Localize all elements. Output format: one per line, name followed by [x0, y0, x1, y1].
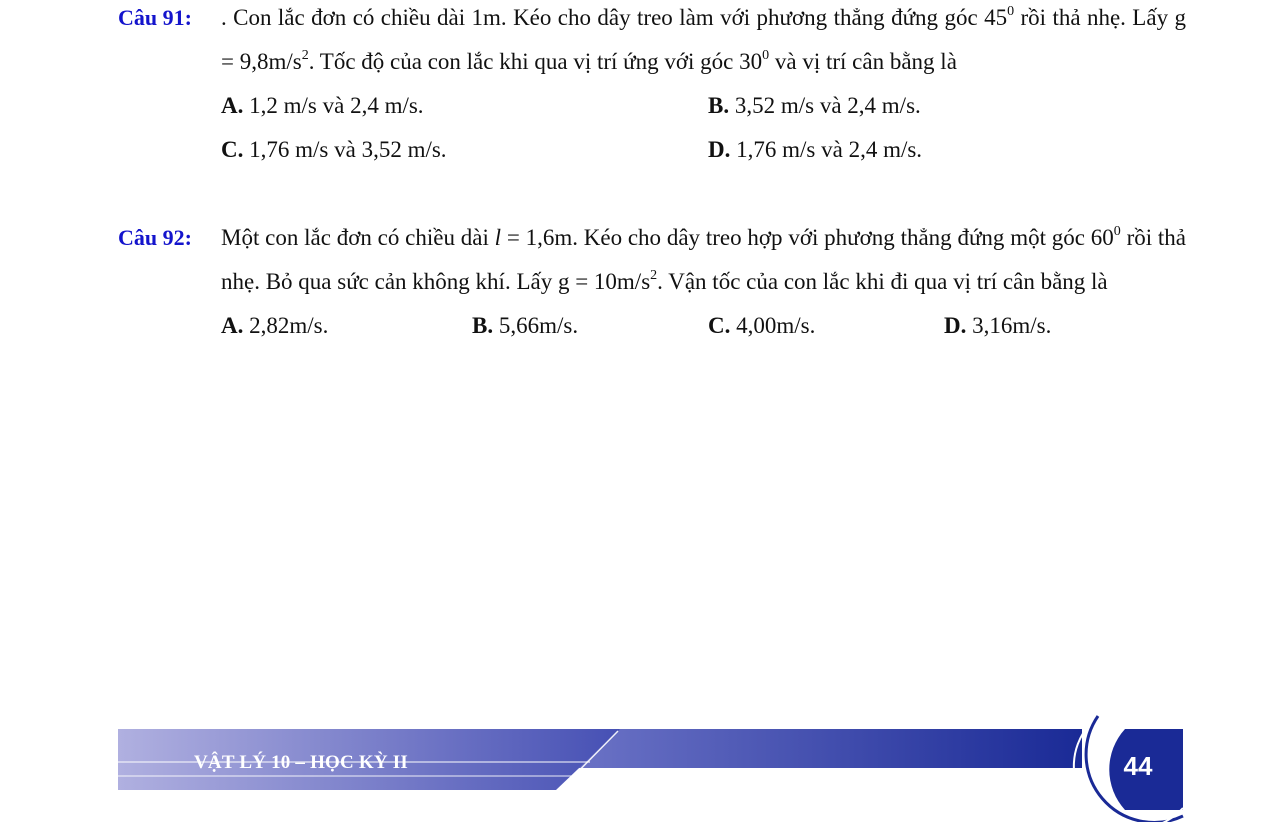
question-label: Câu 92:	[118, 225, 192, 250]
option-key: A.	[221, 93, 244, 118]
text-run: . Tốc độ của con lắc khi qua vị trí ứng với góc 30	[308, 49, 763, 74]
superscript: 0	[1007, 4, 1015, 20]
option-text: 3,52 m/s và 2,4 m/s.	[729, 93, 921, 118]
option-key: D.	[944, 313, 967, 338]
option-key: B.	[472, 313, 494, 338]
option-text: 1,2 m/s và 2,4 m/s.	[243, 93, 424, 118]
text-run: = 1,6m. Kéo cho dây treo hợp với phương thẳng đứng một góc 60	[501, 225, 1114, 250]
page-number: 44	[1123, 751, 1153, 781]
text-run: và vị trí cân bằng là	[769, 49, 957, 74]
option-text: 5,66m/s.	[493, 313, 579, 338]
option-text: 1,76 m/s và 3,52 m/s.	[243, 137, 447, 162]
option-text: 4,00m/s.	[730, 313, 816, 338]
footer-title: VẬT LÝ 10 – HỌC KỲ II	[194, 752, 408, 773]
text-run: Một con lắc đơn có chiều dài	[221, 225, 495, 250]
text-run: rồi thả nhẹ. Lấy g = 9,8m/s	[221, 5, 1186, 74]
option-text: 2,82m/s.	[243, 313, 329, 338]
text-run: . Con lắc đơn có chiều dài 1m. Kéo cho dây treo làm với phương thẳng đứng góc 45	[221, 5, 1008, 30]
option-text: 1,76 m/s và 2,4 m/s.	[730, 137, 923, 162]
question-label: Câu 91:	[118, 5, 192, 30]
italic-symbol: l	[494, 225, 502, 250]
superscript: 2	[650, 268, 658, 284]
superscript: 0	[762, 48, 770, 64]
text-run: . Vận tốc của con lắc khi đi qua vị trí cân bằng là	[657, 269, 1108, 294]
option-key: D.	[708, 137, 731, 162]
option-key: C.	[221, 137, 244, 162]
superscript: 0	[1113, 224, 1121, 240]
superscript: 2	[301, 48, 309, 64]
option-text: 3,16m/s.	[966, 313, 1052, 338]
option-key: B.	[708, 93, 730, 118]
text-run: rồi thả nhẹ. Bỏ qua sức cản không khí. Lấy g = 10m/s	[221, 225, 1186, 294]
option-key: A.	[221, 313, 244, 338]
option-key: C.	[708, 313, 731, 338]
